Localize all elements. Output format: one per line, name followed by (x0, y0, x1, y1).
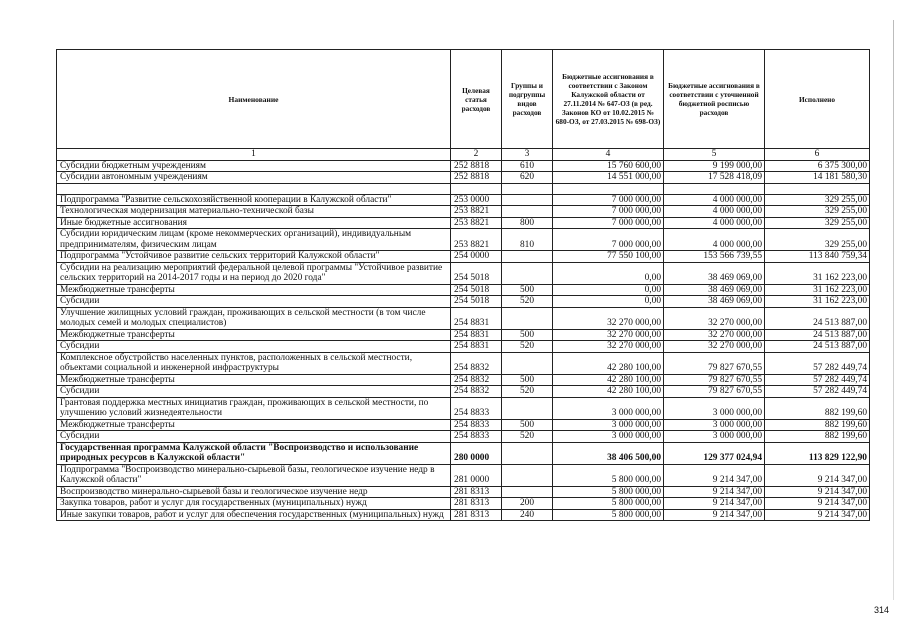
row-target-code: 252 8818 (451, 172, 502, 184)
row-group-code: 500 (502, 284, 553, 296)
table-body (57, 160, 870, 521)
table-row (57, 172, 870, 184)
table-row (57, 284, 870, 296)
row-assign-law: 32 270 000,00 (553, 307, 664, 329)
row-name: Комплексное обустройство населенных пунктов, расположенных в сельской местности, объектами социальной и инженерной инфраструктуры (57, 352, 451, 374)
row-assign-refined: 38 469 069,00 (664, 296, 765, 308)
row-assign-refined: 3 000 000,00 (664, 419, 765, 431)
row-executed: 24 513 887,00 (765, 329, 870, 341)
row-executed: 9 214 347,00 (765, 498, 870, 510)
row-executed: 882 199,60 (765, 431, 870, 443)
row-target-code: 254 5018 (451, 262, 502, 284)
header-assign-law: Бюджетные ассигнования в соответствии с Законом Калужской области от 27.11.2014 № 647-ОЗ (в ред. Законов КО от 10.02.2015 № 680-ОЗ, от 27.03.2015 № 698-ОЗ) (553, 50, 664, 149)
page-number: 314 (874, 605, 890, 615)
row-name: Подпрограмма "Устойчивое развитие сельских территорий Калужской области" (57, 251, 451, 263)
table-row (57, 486, 870, 498)
row-assign-refined: 9 214 347,00 (664, 486, 765, 498)
header-groups: Группы и подгруппы видов расходов (502, 50, 553, 149)
row-assign-law: 5 800 000,00 (553, 509, 664, 521)
row-name: Воспроизводство минерально-сырьевой базы и геологическое изучение недр (57, 486, 451, 498)
row-assign-refined: 4 000 000,00 (664, 229, 765, 251)
row-target-code: 254 8833 (451, 397, 502, 419)
row-executed: 31 162 223,00 (765, 262, 870, 284)
row-executed: 31 162 223,00 (765, 284, 870, 296)
row-assign-law: 38 406 500,00 (553, 442, 664, 464)
row-group-code (502, 464, 553, 486)
row-assign-refined: 9 199 000,00 (664, 160, 765, 172)
row-assign-law: 32 270 000,00 (553, 329, 664, 341)
row-name: Субсидии (57, 296, 451, 308)
row-executed: 31 162 223,00 (765, 296, 870, 308)
header-assign-refined: Бюджетные ассигнования в соответствии с уточненной бюджетной росписью расходов (664, 50, 765, 149)
row-assign-law: 42 280 100,00 (553, 374, 664, 386)
header-target: Целевая статья расходов (451, 50, 502, 149)
row-name: Субсидии автономным учреждениям (57, 172, 451, 184)
row-executed: 6 375 300,00 (765, 160, 870, 172)
row-group-code: 520 (502, 341, 553, 353)
row-group-code (502, 352, 553, 374)
budget-table (56, 49, 870, 521)
row-group-code (502, 251, 553, 263)
row-executed: 113 840 759,34 (765, 251, 870, 263)
row-group-code (502, 183, 553, 194)
row-target-code: 254 8832 (451, 374, 502, 386)
row-assign-law: 0,00 (553, 262, 664, 284)
column-number: 3 (502, 149, 553, 161)
row-assign-refined: 79 827 670,55 (664, 386, 765, 398)
row-assign-law: 15 760 600,00 (553, 160, 664, 172)
row-assign-refined: 32 270 000,00 (664, 307, 765, 329)
row-target-code: 253 0000 (451, 194, 502, 206)
row-target-code: 254 8831 (451, 341, 502, 353)
row-assign-refined: 129 377 024,94 (664, 442, 765, 464)
row-target-code: 253 8821 (451, 206, 502, 218)
row-target-code: 254 5018 (451, 296, 502, 308)
row-executed: 57 282 449,74 (765, 374, 870, 386)
row-target-code: 281 8313 (451, 486, 502, 498)
row-name: Иные закупки товаров, работ и услуг для обеспечения государственных (муниципальных) нужд (57, 509, 451, 521)
row-group-code: 610 (502, 160, 553, 172)
table-row (57, 160, 870, 172)
row-assign-refined: 38 469 069,00 (664, 284, 765, 296)
row-assign-refined: 4 000 000,00 (664, 206, 765, 218)
table-row (57, 341, 870, 353)
row-target-code: 254 8832 (451, 352, 502, 374)
row-group-code: 520 (502, 386, 553, 398)
header-executed: Исполнено (765, 50, 870, 149)
row-target-code: 253 8821 (451, 229, 502, 251)
table-row (57, 352, 870, 374)
table-row (57, 229, 870, 251)
table-row (57, 307, 870, 329)
row-target-code (451, 183, 502, 194)
row-executed: 882 199,60 (765, 419, 870, 431)
row-group-code (502, 206, 553, 218)
row-assign-law: 5 800 000,00 (553, 486, 664, 498)
row-assign-refined: 3 000 000,00 (664, 397, 765, 419)
table-row (57, 374, 870, 386)
row-assign-refined: 32 270 000,00 (664, 341, 765, 353)
row-assign-law: 42 280 100,00 (553, 352, 664, 374)
row-group-code: 810 (502, 229, 553, 251)
row-executed: 24 513 887,00 (765, 341, 870, 353)
table-row (57, 419, 870, 431)
row-assign-refined: 9 214 347,00 (664, 498, 765, 510)
row-executed: 9 214 347,00 (765, 509, 870, 521)
row-assign-law: 3 000 000,00 (553, 419, 664, 431)
table-row (57, 262, 870, 284)
column-number: 4 (553, 149, 664, 161)
row-executed: 329 255,00 (765, 206, 870, 218)
row-assign-law: 7 000 000,00 (553, 217, 664, 229)
row-assign-law: 77 550 100,00 (553, 251, 664, 263)
row-assign-refined: 79 827 670,55 (664, 374, 765, 386)
row-name: Грантовая поддержка местных инициатив граждан, проживающих в сельской местности, по улучшению условий жизнедеятельности (57, 397, 451, 419)
row-assign-law: 5 800 000,00 (553, 498, 664, 510)
row-target-code: 254 8831 (451, 329, 502, 341)
row-assign-refined: 17 528 418,09 (664, 172, 765, 184)
row-assign-law (553, 183, 664, 194)
row-target-code: 254 8832 (451, 386, 502, 398)
table-row (57, 206, 870, 218)
row-name: Межбюджетные трансферты (57, 419, 451, 431)
row-name: Субсидии юридическим лицам (кроме некоммерческих организаций), индивидуальным предпринимателям, физическим лицам (57, 229, 451, 251)
row-name: Технологическая модернизация материально-технической базы (57, 206, 451, 218)
row-target-code: 252 8818 (451, 160, 502, 172)
row-target-code: 281 0000 (451, 464, 502, 486)
row-name: Межбюджетные трансферты (57, 284, 451, 296)
row-group-code: 520 (502, 431, 553, 443)
row-executed (765, 183, 870, 194)
table-row (57, 329, 870, 341)
row-executed: 9 214 347,00 (765, 464, 870, 486)
row-target-code: 281 8313 (451, 498, 502, 510)
row-name: Субсидии (57, 431, 451, 443)
row-executed: 329 255,00 (765, 229, 870, 251)
row-assign-law: 7 000 000,00 (553, 206, 664, 218)
row-name: Межбюджетные трансферты (57, 374, 451, 386)
row-target-code: 254 0000 (451, 251, 502, 263)
row-executed: 14 181 580,30 (765, 172, 870, 184)
row-name: Подпрограмма "Развитие сельскохозяйственной кооперации в Калужской области" (57, 194, 451, 206)
row-assign-law: 7 000 000,00 (553, 194, 664, 206)
row-assign-refined: 4 000 000,00 (664, 194, 765, 206)
column-number: 6 (765, 149, 870, 161)
table-row (57, 509, 870, 521)
table-row (57, 296, 870, 308)
row-name: Улучшение жилищных условий граждан, проживающих в сельской местности (в том числе молодых семей и молодых специалистов) (57, 307, 451, 329)
row-name: Субсидии (57, 341, 451, 353)
row-assign-refined: 38 469 069,00 (664, 262, 765, 284)
table-row (57, 498, 870, 510)
row-group-code (502, 486, 553, 498)
row-group-code (502, 307, 553, 329)
row-assign-refined (664, 183, 765, 194)
row-assign-law: 3 000 000,00 (553, 397, 664, 419)
row-group-code: 500 (502, 419, 553, 431)
row-assign-law: 42 280 100,00 (553, 386, 664, 398)
row-target-code: 254 5018 (451, 284, 502, 296)
row-target-code: 253 8821 (451, 217, 502, 229)
table-row (57, 442, 870, 464)
row-name: Подпрограмма "Воспроизводство минерально-сырьевой базы, геологическое изучение недр в Калужской области" (57, 464, 451, 486)
row-executed: 57 282 449,74 (765, 352, 870, 374)
row-assign-refined: 9 214 347,00 (664, 509, 765, 521)
row-group-code (502, 262, 553, 284)
row-group-code: 240 (502, 509, 553, 521)
row-assign-refined: 153 566 739,55 (664, 251, 765, 263)
row-name: Межбюджетные трансферты (57, 329, 451, 341)
row-assign-law: 0,00 (553, 296, 664, 308)
row-name (57, 183, 451, 194)
row-target-code: 254 8833 (451, 419, 502, 431)
row-group-code: 500 (502, 329, 553, 341)
row-assign-refined: 79 827 670,55 (664, 352, 765, 374)
row-executed: 329 255,00 (765, 217, 870, 229)
row-executed: 882 199,60 (765, 397, 870, 419)
column-number: 2 (451, 149, 502, 161)
row-group-code (502, 397, 553, 419)
row-name: Государственная программа Калужской области "Воспроизводство и использование природных ресурсов в Калужской области" (57, 442, 451, 464)
row-executed: 9 214 347,00 (765, 486, 870, 498)
row-group-code (502, 194, 553, 206)
table-row (57, 217, 870, 229)
row-group-code: 200 (502, 498, 553, 510)
column-number-row (57, 149, 870, 161)
row-name: Иные бюджетные ассигнования (57, 217, 451, 229)
table-row (57, 194, 870, 206)
scan-edge-line (893, 20, 894, 600)
row-target-code: 281 8313 (451, 509, 502, 521)
row-group-code (502, 442, 553, 464)
row-name: Закупка товаров, работ и услуг для государственных (муниципальных) нужд (57, 498, 451, 510)
row-assign-refined: 32 270 000,00 (664, 329, 765, 341)
row-target-code: 254 8833 (451, 431, 502, 443)
row-group-code: 500 (502, 374, 553, 386)
row-executed: 24 513 887,00 (765, 307, 870, 329)
header-name: Наименование (57, 50, 451, 149)
row-name: Субсидии бюджетным учреждениям (57, 160, 451, 172)
row-group-code: 620 (502, 172, 553, 184)
table-row (57, 397, 870, 419)
column-number: 1 (57, 149, 451, 161)
row-name: Субсидии (57, 386, 451, 398)
table-row (57, 251, 870, 263)
row-assign-law: 0,00 (553, 284, 664, 296)
row-assign-law: 7 000 000,00 (553, 229, 664, 251)
table-row (57, 386, 870, 398)
table-row (57, 464, 870, 486)
row-assign-refined: 3 000 000,00 (664, 431, 765, 443)
row-group-code: 800 (502, 217, 553, 229)
row-assign-refined: 9 214 347,00 (664, 464, 765, 486)
row-assign-law: 5 800 000,00 (553, 464, 664, 486)
row-group-code: 520 (502, 296, 553, 308)
table-row (57, 183, 870, 194)
row-name: Субсидии на реализацию мероприятий федеральной целевой программы "Устойчивое развитие сельских территорий на 2014-2017 годы и на период до 2020 года" (57, 262, 451, 284)
row-executed: 57 282 449,74 (765, 386, 870, 398)
row-executed: 329 255,00 (765, 194, 870, 206)
row-target-code: 280 0000 (451, 442, 502, 464)
row-assign-law: 32 270 000,00 (553, 341, 664, 353)
table-row (57, 431, 870, 443)
row-assign-refined: 4 000 000,00 (664, 217, 765, 229)
column-number: 5 (664, 149, 765, 161)
budget-table-sheet (56, 49, 869, 521)
row-assign-law: 3 000 000,00 (553, 431, 664, 443)
row-executed: 113 829 122,90 (765, 442, 870, 464)
row-assign-law: 14 551 000,00 (553, 172, 664, 184)
row-target-code: 254 8831 (451, 307, 502, 329)
header-row (57, 50, 870, 149)
